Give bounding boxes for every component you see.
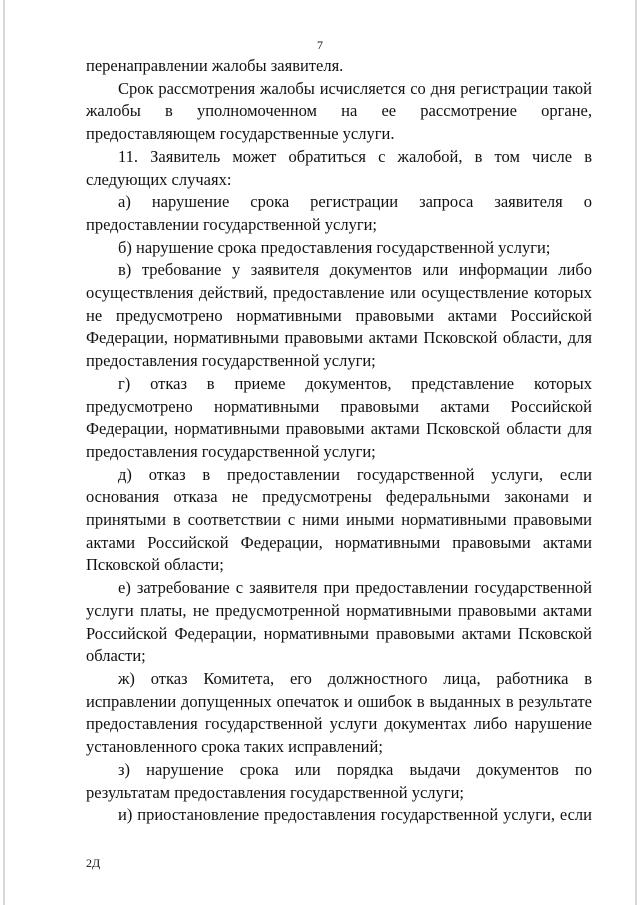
list-item-e: е) затребование с заявителя при предоставлении государственной услуги платы, не предусмотренной нормативными правовыми актами Российской Федерации, нормативными правовыми актами Псковской области; xyxy=(86,578,592,666)
list-item-d: д) отказ в предоставлении государственной услуги, если основания отказа не предусмотрены федеральными законами и принятыми в соответствии с ними иными нормативными правовыми актами Российской Федерации, нормативными правовыми актами Псковской области; xyxy=(86,464,592,575)
paragraph-review-period: Срок рассмотрения жалобы исчисляется со дня регистрации такой жалобы в уполномоченном на ее рассмотрение органе, предоставляющем государственные услуги. xyxy=(86,78,592,144)
list-item-a: а) нарушение срока регистрации запроса заявителя о предоставлении государственной услуги; xyxy=(86,192,592,234)
list-item-zh: ж) отказ Комитета, его должностного лица, работника в исправлении допущенных опечаток и ошибок в выданных в результате предоставления государственной услуги документах либо нарушение установленного срока таких исправлений; xyxy=(86,668,592,757)
footer-code: 2Д xyxy=(86,856,101,870)
list-item-i: и) приостановление предоставления государственной услуги, если xyxy=(118,805,592,825)
document-body xyxy=(86,55,592,827)
paragraph-continuation: перенаправлении жалобы заявителя. xyxy=(86,56,344,75)
scan-edge-right xyxy=(635,0,637,905)
list-item-b: б) нарушение срока предоставления государственной услуги; xyxy=(118,237,551,257)
page-number: 7 xyxy=(317,38,323,52)
list-item-z: з) нарушение срока или порядка выдачи документов по результатам предоставления государственной услуги; xyxy=(86,759,592,802)
paragraph-complaint-cases: 11. Заявитель может обратиться с жалобой, в том числе в следующих случаях: xyxy=(86,146,592,189)
list-item-v: в) требование у заявителя документов или информации либо осуществления действий, предоставление или осуществление которых не предусмотрено нормативными правовыми актами Российской Федерации, нормативными правовыми актами Псковской области, для предоставления государственной услуги; xyxy=(86,260,592,371)
scan-edge-left xyxy=(3,0,5,905)
list-item-g: г) отказ в приеме документов, представление которых предусмотрено нормативными правовыми актами Российской Федерации, нормативными правовыми актами Псковской области для предоставления государственной услуги; xyxy=(86,373,592,461)
